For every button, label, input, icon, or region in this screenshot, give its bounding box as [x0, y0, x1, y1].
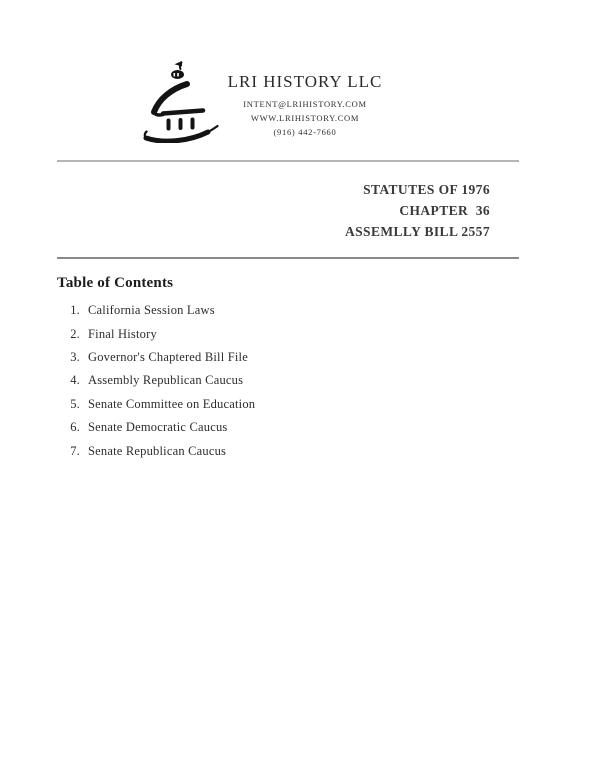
toc-item-number: 5.	[70, 396, 80, 411]
contact-email: INTENT@LRIHISTORY.COM	[243, 99, 367, 109]
toc-item-label: Senate Republican Caucus	[88, 443, 227, 458]
letterhead	[205, 72, 405, 139]
assembly-bill-line: ASSEMLLY BILL 2557	[344, 224, 490, 239]
statutes-year-line: STATUTES OF 1976	[363, 182, 490, 197]
toc-item	[57, 393, 457, 416]
document-info	[345, 179, 490, 242]
toc-item	[57, 439, 457, 462]
toc-title: Table of Contents	[57, 275, 174, 291]
toc-item-number: 3.	[70, 349, 80, 364]
company-name: LRI HISTORY LLC	[227, 72, 383, 91]
chapter-line: CHAPTER 36	[399, 203, 490, 218]
toc-item-label: Senate Democratic Caucus	[88, 420, 228, 435]
toc-item	[57, 416, 457, 439]
toc-item	[57, 299, 457, 322]
contact-phone: (916) 442-7660	[273, 127, 337, 137]
toc-item-label: Governor's Chaptered Bill File	[88, 349, 248, 364]
toc-list	[57, 299, 457, 463]
horizontal-rule-top	[57, 160, 519, 162]
toc-item	[57, 369, 457, 392]
toc-item-label: California Session Laws	[88, 303, 215, 318]
toc-item	[57, 346, 457, 369]
horizontal-rule-bottom	[57, 257, 519, 259]
toc-item-label: Senate Committee on Education	[88, 396, 256, 411]
toc-item-number: 2.	[70, 326, 80, 341]
toc-item-number: 4.	[70, 373, 80, 388]
contact-info	[205, 97, 405, 139]
toc-item-number: 6.	[70, 420, 80, 435]
toc-item-label: Assembly Republican Caucus	[88, 373, 244, 388]
contact-website: WWW.LRIHISTORY.COM	[250, 113, 360, 123]
toc-item-number: 7.	[70, 443, 80, 458]
toc-item	[57, 322, 457, 345]
toc-item-number: 1.	[70, 303, 80, 318]
toc-item-label: Final History	[88, 326, 157, 341]
